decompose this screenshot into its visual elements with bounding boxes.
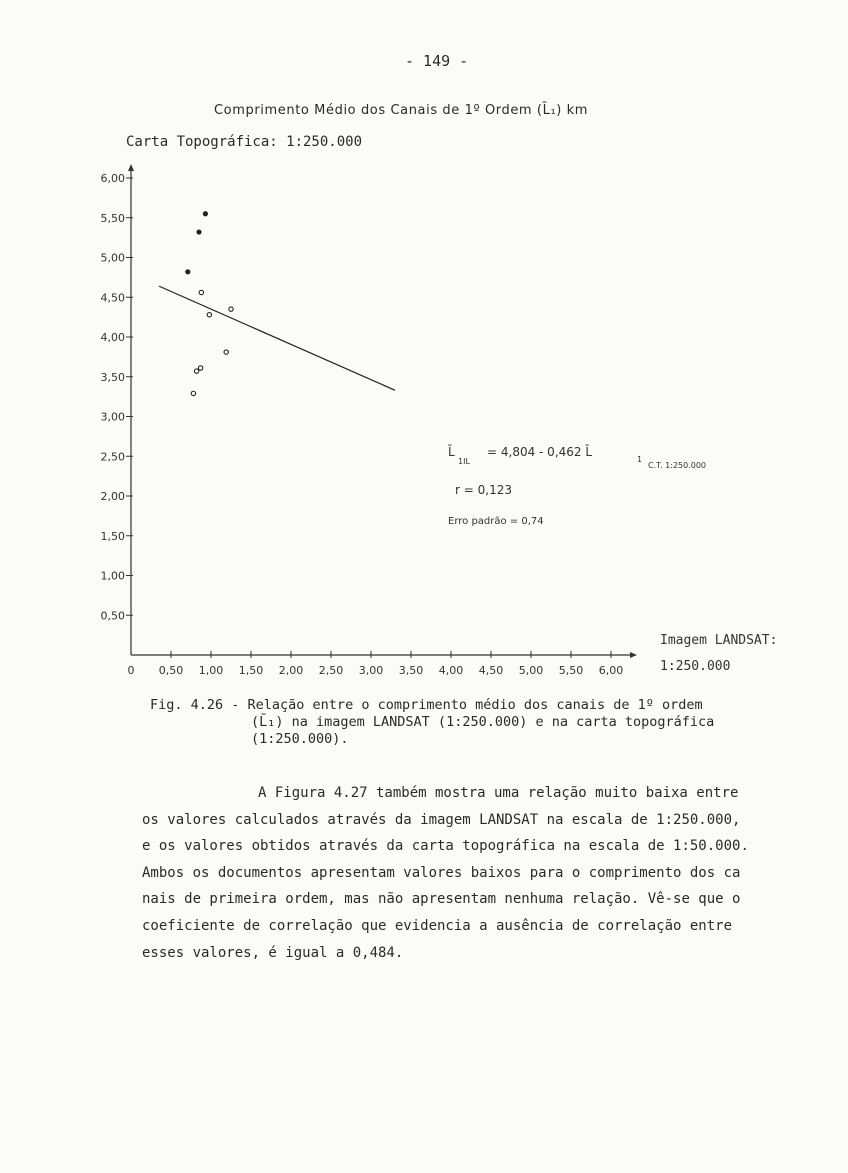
- y-tick-label: 3,50: [100, 370, 125, 384]
- data-point: [196, 229, 201, 234]
- y-tick-label: 1,50: [100, 529, 125, 543]
- x-tick-label: 5,50: [558, 664, 584, 677]
- x-tick-label: 1,00: [198, 664, 224, 677]
- figure-caption: [150, 697, 750, 748]
- caption-line: (1:250.000).: [251, 731, 349, 747]
- equation-correlation: r = 0,123: [455, 483, 512, 497]
- data-point: [224, 350, 228, 354]
- data-point: [194, 369, 198, 373]
- data-point: [185, 269, 190, 274]
- page-number: - 149 -: [405, 52, 469, 70]
- y-tick-label: 2,50: [100, 450, 125, 464]
- paragraph-line: os valores calculados através da imagem LANDSAT na escala de 1:250.000,: [142, 811, 741, 828]
- data-point: [207, 313, 211, 317]
- y-axis-arrow-icon: [128, 164, 134, 171]
- regression-equation: [448, 445, 706, 527]
- chart-axes: [128, 164, 637, 658]
- x-axis-title-line2: 1:250.000: [660, 659, 731, 674]
- y-tick-label: 2,00: [100, 490, 125, 503]
- x-axis-arrow-icon: [630, 652, 637, 658]
- x-axis-title-line1: Imagem LANDSAT:: [660, 633, 778, 648]
- regression-line: [159, 286, 395, 390]
- data-point: [191, 391, 195, 395]
- chart-marks: [159, 211, 395, 395]
- data-point: [229, 307, 233, 311]
- y-tick-label: 1,00: [100, 569, 125, 583]
- equation-lhs-subscript: 1IL: [458, 457, 470, 466]
- x-tick-label: 0: [127, 664, 135, 677]
- x-tick-label: 2,50: [318, 664, 344, 677]
- y-tick-label: 4,00: [100, 331, 125, 344]
- x-tick-label: 0,50: [158, 664, 184, 677]
- equation-rhs-subscript: 1: [637, 455, 643, 464]
- x-tick-label: 4,00: [438, 664, 464, 677]
- equation-rhs: = 4,804 - 0,462 L̄: [487, 445, 593, 459]
- caption-line: Fig. 4.26 - Relação entre o comprimento médio dos canais de 1º ordem: [150, 697, 703, 713]
- y-tick-label: 4,50: [100, 291, 125, 305]
- x-tick-label: 6,00: [598, 664, 624, 677]
- equation-rhs-subscript-2: C.T. 1:250.000: [648, 461, 707, 470]
- x-tick-label: 3,00: [358, 664, 384, 677]
- paragraph-line: A Figura 4.27 também mostra uma relação muito baixa entre: [258, 785, 739, 801]
- chart-ticks: [101, 172, 624, 677]
- data-point: [203, 211, 208, 216]
- paragraph-line: coeficiente de correlação que evidencia a ausência de correlação entre: [142, 917, 733, 934]
- chart-title: Comprimento Médio dos Canais de 1º Ordem (L̄₁) km: [214, 103, 589, 118]
- equation-standard-error: Erro padrão = 0,74: [448, 516, 544, 527]
- data-point: [199, 290, 203, 294]
- equation-lhs: L̄: [448, 445, 455, 459]
- y-tick-label: 3,00: [100, 410, 125, 424]
- y-tick-label: 0,50: [100, 609, 125, 623]
- x-tick-label: 2,00: [278, 664, 304, 677]
- x-tick-label: 1,50: [238, 664, 264, 677]
- y-axis-title: Carta Topográfica: 1:250.000: [126, 134, 363, 150]
- paragraph-line: nais de primeira ordem, mas não apresentam nenhuma relação. Vê-se que o: [142, 891, 741, 908]
- x-tick-label: 4,50: [478, 664, 504, 677]
- paragraph-line: e os valores obtidos através da carta topográfica na escala de 1:50.000.: [142, 838, 749, 855]
- paragraph-line: esses valores, é igual a 0,484.: [142, 944, 404, 961]
- body-paragraph: [142, 780, 749, 966]
- y-tick-label: 6,00: [100, 172, 125, 185]
- x-tick-label: 3,50: [398, 664, 424, 677]
- x-tick-label: 5,00: [518, 664, 544, 677]
- data-point: [198, 366, 202, 370]
- caption-line: (L̄₁) na imagem LANDSAT (1:250.000) e na carta topográfica: [251, 714, 715, 730]
- paragraph-line: Ambos os documentos apresentam valores baixos para o comprimento dos ca: [142, 864, 741, 881]
- y-tick-label: 5,00: [100, 251, 125, 265]
- y-tick-label: 5,50: [100, 211, 125, 225]
